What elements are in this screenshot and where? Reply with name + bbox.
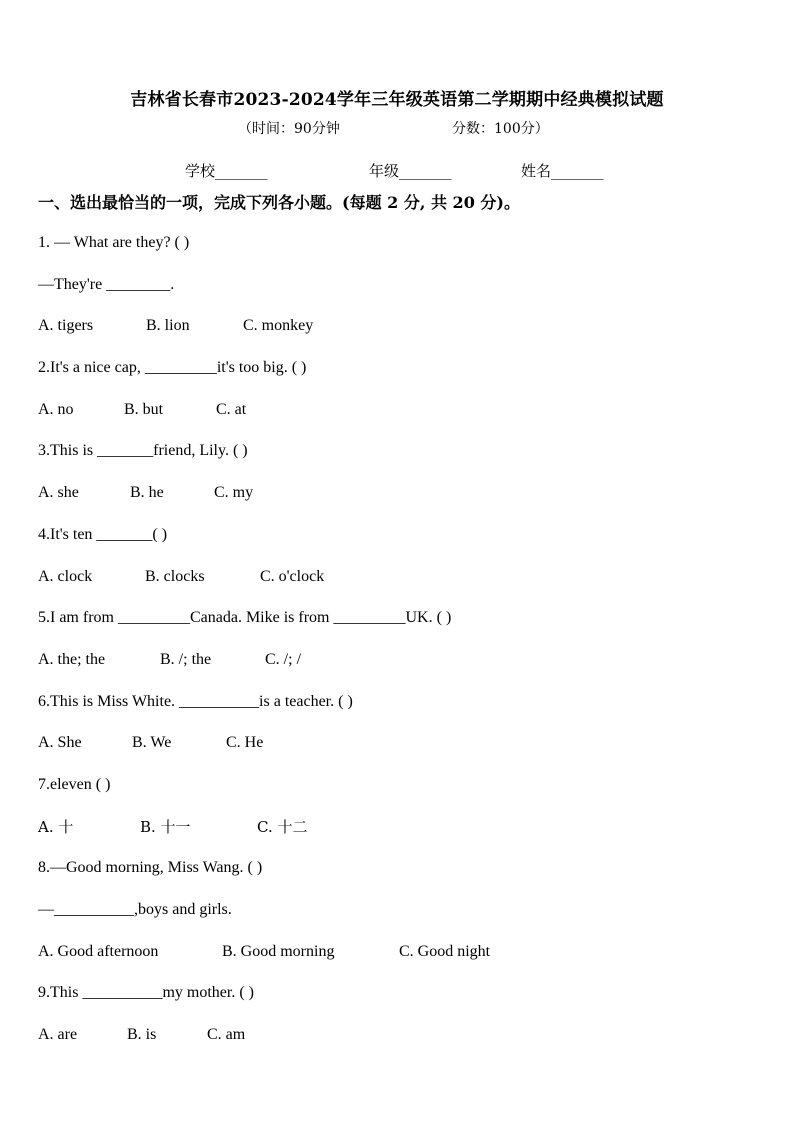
option-c: C. am: [207, 1026, 246, 1044]
question-stem: 3.This is _______friend, Lily. ( ): [38, 442, 248, 460]
question-stem: 2.It's a nice cap, _________it's too big. ( ): [38, 359, 307, 377]
option-a: A. tigers: [38, 317, 94, 335]
question-stem: 7.eleven ( ): [38, 775, 111, 793]
school-field: 学校_______: [185, 162, 268, 180]
option-row: [38, 566, 768, 608]
option-b: B. but: [124, 400, 164, 418]
option-c: C. at: [216, 400, 247, 418]
option-a: A. Good afternoon: [38, 942, 159, 960]
option-c: C. Good night: [399, 942, 491, 960]
option-b: B. he: [130, 484, 164, 502]
option-c: C. /; /: [265, 650, 302, 668]
option-b: B. lion: [146, 317, 190, 335]
section-heading: 一、选出最恰当的一项，完成下列各小题。(每题 2 分, 共 20 分)。: [38, 193, 520, 212]
time-limit: （时间：90分钟: [238, 121, 340, 137]
option-a: A. no: [38, 400, 74, 418]
option-b: B. We: [132, 734, 172, 752]
option-a: A. clock: [38, 567, 93, 585]
option-a: A. 十: [38, 817, 74, 836]
option-b: B. Good morning: [222, 942, 335, 960]
question-stem: 5.I am from _________Canada. Mike is from _________UK. ( ): [38, 609, 452, 627]
option-c: C. o'clock: [260, 567, 325, 585]
option-c: C. 十二: [257, 817, 308, 836]
option-c: C. my: [214, 484, 254, 502]
option-row: [38, 399, 768, 441]
page-title: 吉林省长春市2023-2024学年三年级英语第二学期期中经典模拟试题: [130, 90, 664, 110]
option-a: A. She: [38, 734, 82, 752]
option-row: [38, 941, 768, 983]
option-a: A. she: [38, 484, 79, 502]
option-b: B. 十一: [140, 817, 191, 836]
option-row: [38, 1024, 768, 1066]
option-b: B. is: [127, 1026, 157, 1044]
question-stem: 9.This __________my mother. ( ): [38, 984, 254, 1002]
option-row: [38, 482, 768, 524]
option-a: A. are: [38, 1026, 78, 1044]
question-stem: 4.It's ten _______( ): [38, 525, 168, 543]
question-stem: —__________,boys and girls.: [38, 901, 232, 918]
option-b: B. /; the: [160, 650, 212, 668]
question-list: [38, 232, 768, 1066]
option-row: [38, 315, 768, 357]
option-b: B. clocks: [145, 567, 205, 585]
option-c: C. He: [226, 734, 264, 752]
name-field: 姓名_______: [521, 162, 604, 180]
total-score: 分数：100分）: [452, 121, 549, 137]
option-c: C. monkey: [243, 317, 314, 335]
option-row: [38, 649, 768, 691]
option-a: A. the; the: [38, 650, 106, 668]
question-stem: 1. — What are they? ( ): [38, 234, 190, 251]
question-stem: 8.—Good morning, Miss Wang. ( ): [38, 859, 263, 877]
question-stem: —They're ________.: [38, 275, 175, 293]
option-row: [38, 816, 768, 858]
option-row: [38, 732, 768, 774]
grade-field: 年级_______: [369, 162, 452, 180]
question-stem: 6.This is Miss White. __________is a teacher. ( ): [38, 692, 353, 710]
